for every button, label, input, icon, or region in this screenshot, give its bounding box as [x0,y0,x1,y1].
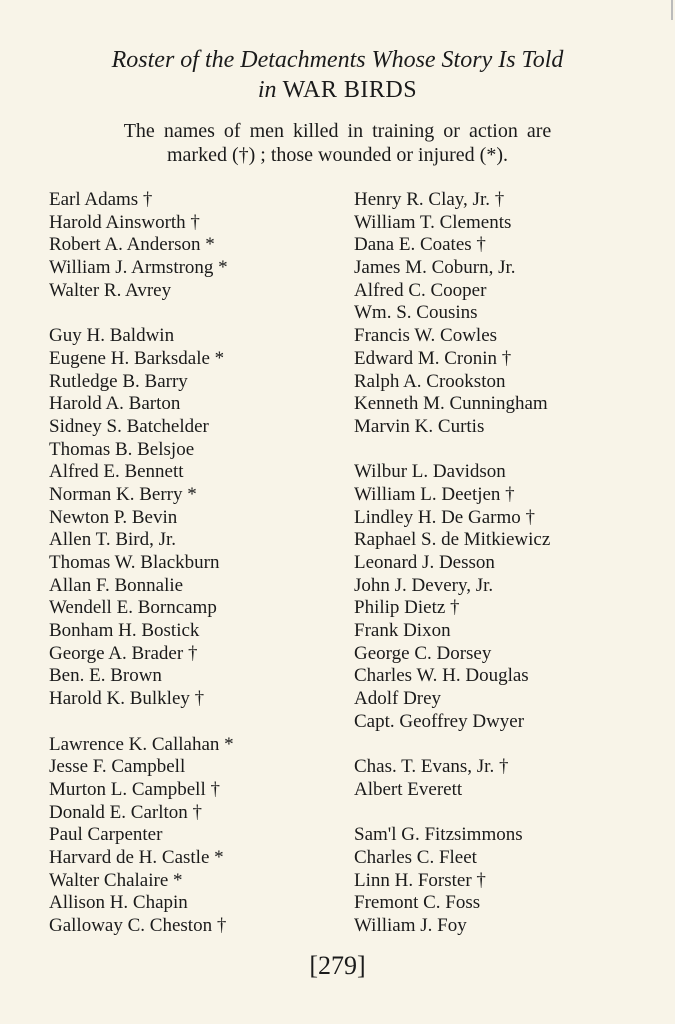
legend-note-line2: marked (†) ; those wounded or injured (*). [166,144,508,166]
roster-entry: Charles C. Fleet [354,846,477,868]
roster-entry: James M. Coburn, Jr. [354,257,516,279]
roster-entry: Walter R. Avrey [49,279,172,301]
roster-entry: Allan F. Bonnalie [49,574,184,596]
roster-entry: Sidney S. Batchelder [49,415,209,437]
roster-entry: Harold A. Barton [49,393,181,415]
roster-spacer [354,439,654,462]
roster-entry: Eugene H. Barksdale * [49,347,225,369]
roster-right-column [354,189,654,938]
roster-entry: Dana E. Coates † [354,234,486,256]
page-edge-mark [671,0,673,20]
roster-entry: Galloway C. Cheston † [49,915,227,936]
roster-entry: Allen T. Bird, Jr. [49,529,177,551]
roster-entry: Paul Carpenter [49,824,163,846]
roster-entry: Robert A. Anderson * [49,234,215,256]
roster-entry: Kenneth M. Cunningham [354,393,548,415]
roster-entry: William J. Armstrong * [49,257,228,279]
roster-entry: Jesse F. Campbell [49,756,186,778]
roster-entry: William T. Clements [354,211,512,233]
roster-entry: Earl Adams † [49,189,153,210]
roster-entry: John J. Devery, Jr. [354,574,494,596]
roster-entry: Edward M. Cronin † [354,347,512,369]
roster-entry: Ben. E. Brown [49,665,162,687]
book-title: WAR BIRDS [282,77,418,103]
roster-entry: William J. Foy [354,915,467,936]
roster-entry: Alfred E. Bennett [49,461,184,483]
roster-left-column [49,189,349,938]
roster-spacer [354,802,654,825]
roster-entry: Allison H. Chapin [49,892,188,914]
roster-entry: Adolf Drey [354,688,442,710]
title-prefix: in [257,77,277,103]
roster-entry: Alfred C. Cooper [354,279,487,301]
roster-entry: Murton L. Campbell † [49,778,220,800]
roster-entry: Capt. Geoffrey Dwyer [354,710,525,732]
roster-entry: Lawrence K. Callahan * [49,733,234,755]
roster-entry: Norman K. Berry * [49,483,197,505]
page-number: [279] [309,951,366,980]
roster-entry: Wm. S. Cousins [354,302,478,324]
roster-entry: Charles W. H. Douglas [354,665,529,687]
roster-entry: Lindley H. De Garmo † [354,506,535,528]
roster-entry: Fremont C. Foss [354,892,481,914]
roster-entry: Ralph A. Crookston [354,370,506,392]
roster-entry: Marvin K. Curtis [354,415,485,437]
roster-entry: Harvard de H. Castle * [49,846,224,868]
roster-entry: Philip Dietz † [354,597,460,619]
roster-entry: Thomas B. Belsjoe [49,438,195,460]
roster-entry: Harold K. Bulkley † [49,688,205,710]
roster-entry: William L. Deetjen † [354,483,515,505]
roster-entry: George A. Brader † [49,642,198,664]
roster-entry: Leonard J. Desson [354,552,495,573]
roster-entry: Sam'l G. Fitzsimmons [354,824,523,846]
legend-note-line1: The names of men killed in training or action are [123,120,552,142]
roster-entry: George C. Dorsey [354,642,492,664]
roster-entry: Harold Ainsworth † [49,211,200,233]
roster-entry: Albert Everett [354,778,463,800]
roster-spacer [49,711,349,734]
roster-entry: Henry R. Clay, Jr. † [354,189,505,210]
roster-entry: Rutledge B. Barry [49,370,188,392]
roster-entry: Newton P. Bevin [49,506,178,528]
roster-title: Roster of the Detachments Whose Story Is Told [111,47,564,73]
roster-spacer [354,734,654,757]
roster-entry: Thomas W. Blackburn [49,552,220,573]
roster-spacer [49,302,349,325]
roster-entry: Guy H. Baldwin [49,325,175,347]
roster-title-line2 [0,75,675,105]
roster-entry: Frank Dixon [354,620,451,642]
roster-entry: Wilbur L. Davidson [354,461,506,483]
roster-entry: Bonham H. Bostick [49,620,200,642]
roster-entry: Raphael S. de Mitkiewicz [354,529,551,551]
roster-entry: Chas. T. Evans, Jr. † [354,756,509,778]
roster-entry: Francis W. Cowles [354,325,498,347]
roster-entry: Donald E. Carlton † [49,801,203,823]
roster-entry: Wendell E. Borncamp [49,597,217,619]
roster-entry: Walter Chalaire * [49,869,183,891]
roster-entry: Linn H. Forster † [354,869,486,891]
